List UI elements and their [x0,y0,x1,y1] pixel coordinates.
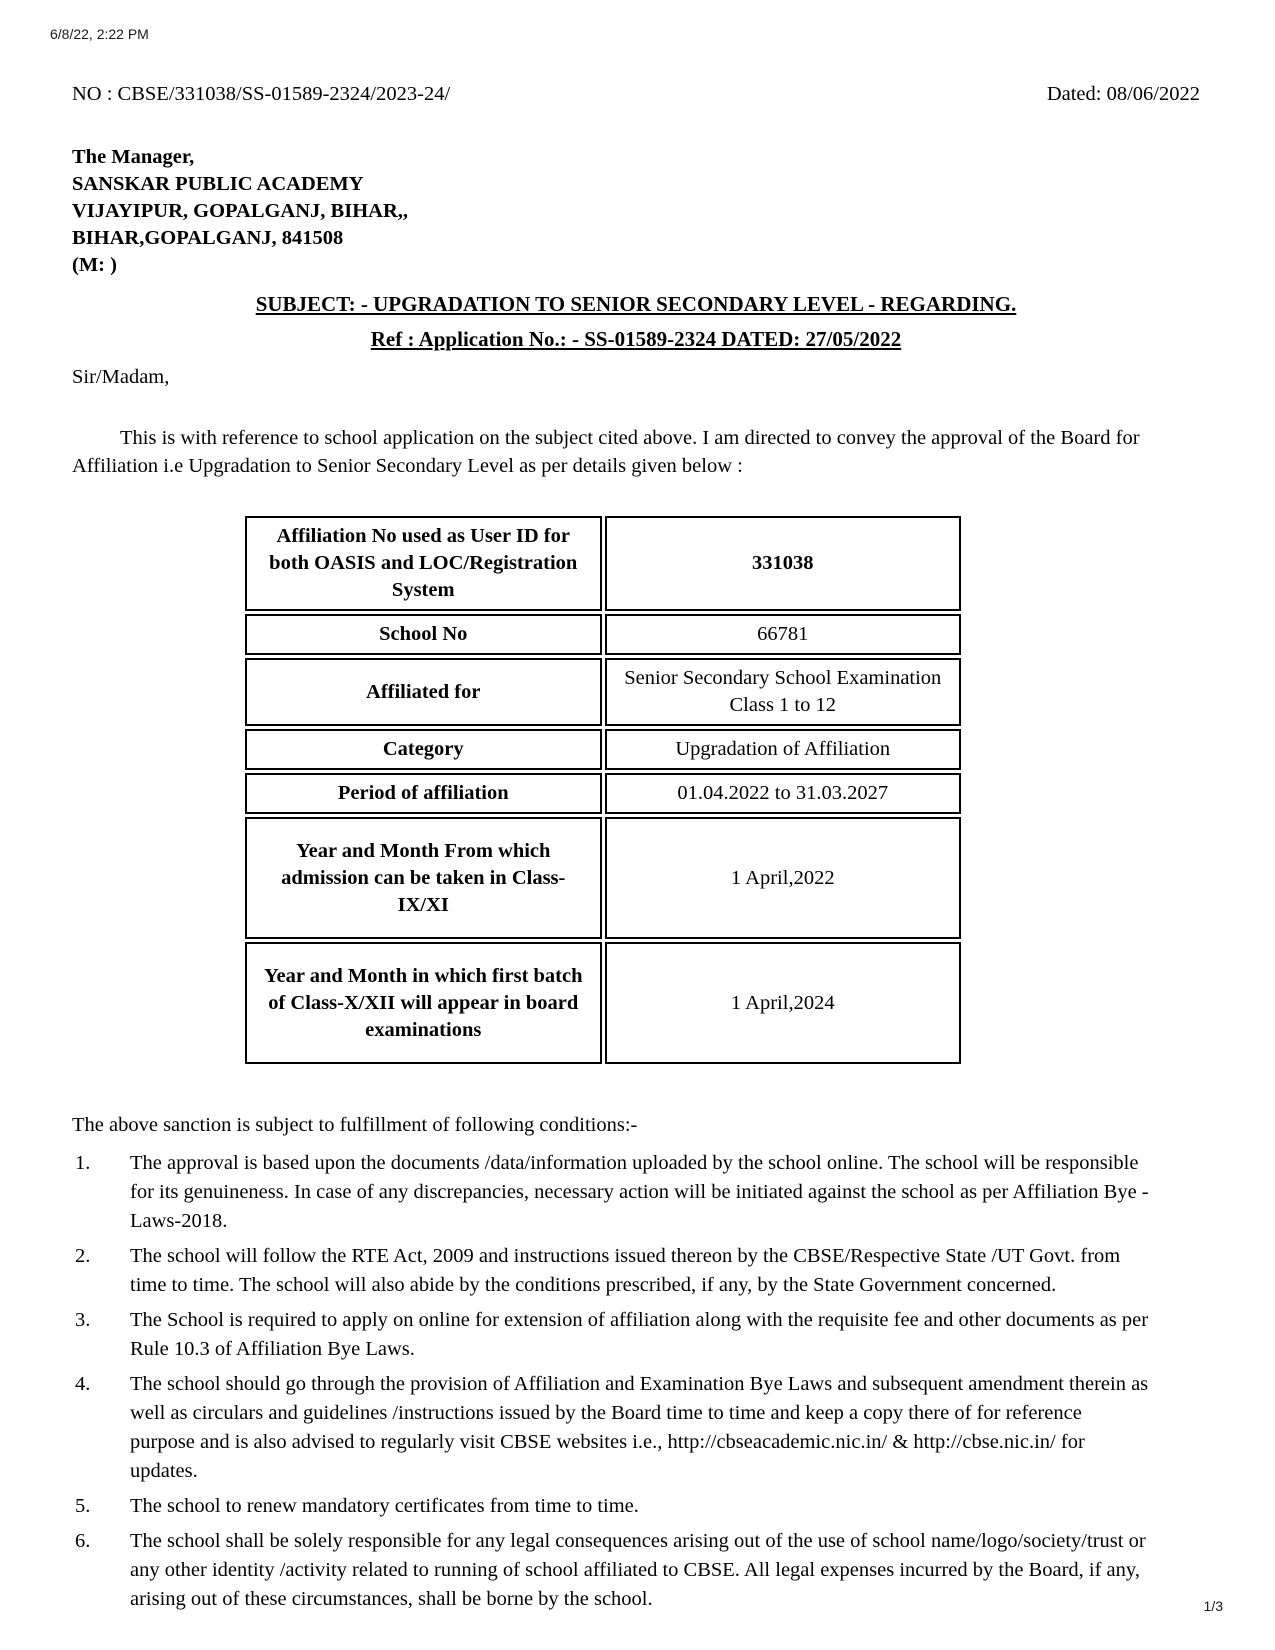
row-label: Affiliation No used as User ID for both OASIS and LOC/Registration System [245,516,602,611]
condition-number: 6. [75,1530,91,1552]
address-line: (M: ) [72,254,117,276]
address-line: BIHAR,GOPALGANJ, 841508 [72,227,344,249]
condition-number: 5. [75,1495,91,1517]
table-row [245,614,961,655]
row-label: Year and Month in which first batch of Class-X/XII will appear in board examinations [245,942,602,1064]
row-label: Period of affiliation [245,773,602,814]
table-row [245,516,961,611]
row-value: 1 April,2022 [605,817,962,939]
row-value: Upgradation of Affiliation [605,729,962,770]
conditions-intro: The above sanction is subject to fulfillment of following conditions:- [72,1114,638,1136]
subject-line: SUBJECT: - UPGRADATION TO SENIOR SECONDARY LEVEL - REGARDING. [255,292,1017,316]
reference-row [72,80,1200,108]
condition-number: 4. [75,1373,91,1395]
condition-item [72,1149,1150,1236]
affiliation-details-table [242,513,964,1067]
page-number: 1/3 [1203,1598,1223,1614]
condition-number: 1. [75,1152,91,1174]
address-line: VIJAYIPUR, GOPALGANJ, BIHAR,, [72,200,408,222]
table-row [245,817,961,939]
condition-item [72,1370,1150,1486]
condition-text: The School is required to apply on online for extension of affiliation along with the requisite fee and other documents as per Rule 10.3 of Affiliation Bye Laws. [130,1309,1149,1360]
row-label: School No [245,614,602,655]
row-value: 66781 [605,614,962,655]
recipient-address [72,144,1200,279]
row-value: Senior Secondary School Examination Class 1 to 12 [605,658,962,726]
address-line: SANSKAR PUBLIC ACADEMY [72,173,364,195]
condition-item [72,1492,1150,1521]
condition-number: 3. [75,1309,91,1331]
table-row [245,942,961,1064]
salutation: Sir/Madam, [72,366,170,388]
application-reference-line: Ref : Application No.: - SS-01589-2324 DATED: 27/05/2022 [370,327,902,351]
condition-item [72,1306,1150,1364]
row-value: 1 April,2024 [605,942,962,1064]
condition-text: The school will follow the RTE Act, 2009 and instructions issued thereon by the CBSE/Respective State /UT Govt. from time to time. The school will also abide by the conditions prescribed, if any, by the State Government concerned. [130,1245,1121,1296]
condition-number: 2. [75,1245,91,1267]
condition-text: The approval is based upon the documents /data/information uploaded by the school online. The school will be responsible for its genuineness. In case of any discrepancies, necessary action will be initiated against the school as per Affiliation Bye -Laws-2018. [130,1152,1149,1232]
row-value: 01.04.2022 to 31.03.2027 [605,773,962,814]
address-line: The Manager, [72,146,195,168]
condition-item [72,1527,1150,1614]
row-value: 331038 [605,516,962,611]
condition-text: The school should go through the provision of Affiliation and Examination Bye Laws and subsequent amendment therein as well as circulars and guidelines /instructions issued by the Board time to time and keep a copy there of for reference purpose and is also advised to regularly visit CBSE websites i.e., http://cbseacademic.nic.in/ & http://cbse.nic.in/ for updates. [130,1373,1149,1482]
condition-item [72,1242,1150,1300]
print-timestamp: 6/8/22, 2:22 PM [50,26,149,42]
table-row [245,658,961,726]
table-row [245,729,961,770]
row-label: Affiliated for [245,658,602,726]
letter-number: NO : CBSE/331038/SS-01589-2324/2023-24/ [72,83,451,105]
condition-text: The school shall be solely responsible for any legal consequences arising out of the use of school name/logo/society/trust or any other identity /activity related to running of school affiliated to CBSE. All legal expenses incurred by the Board, if any, arising out of these circumstances, shall be borne by the school. [130,1530,1146,1610]
row-label: Year and Month From which admission can be taken in Class-IX/XI [245,817,602,939]
conditions-list [72,1149,1200,1614]
condition-text: The school to renew mandatory certificates from time to time. [130,1495,639,1517]
table-row [245,773,961,814]
intro-paragraph: This is with reference to school application on the subject cited above. I am directed to convey the approval of the Board for Affiliation i.e Upgradation to Senior Secondary Level as per details given below : [72,427,1140,477]
letter-date: Dated: 08/06/2022 [1046,83,1200,105]
row-label: Category [245,729,602,770]
